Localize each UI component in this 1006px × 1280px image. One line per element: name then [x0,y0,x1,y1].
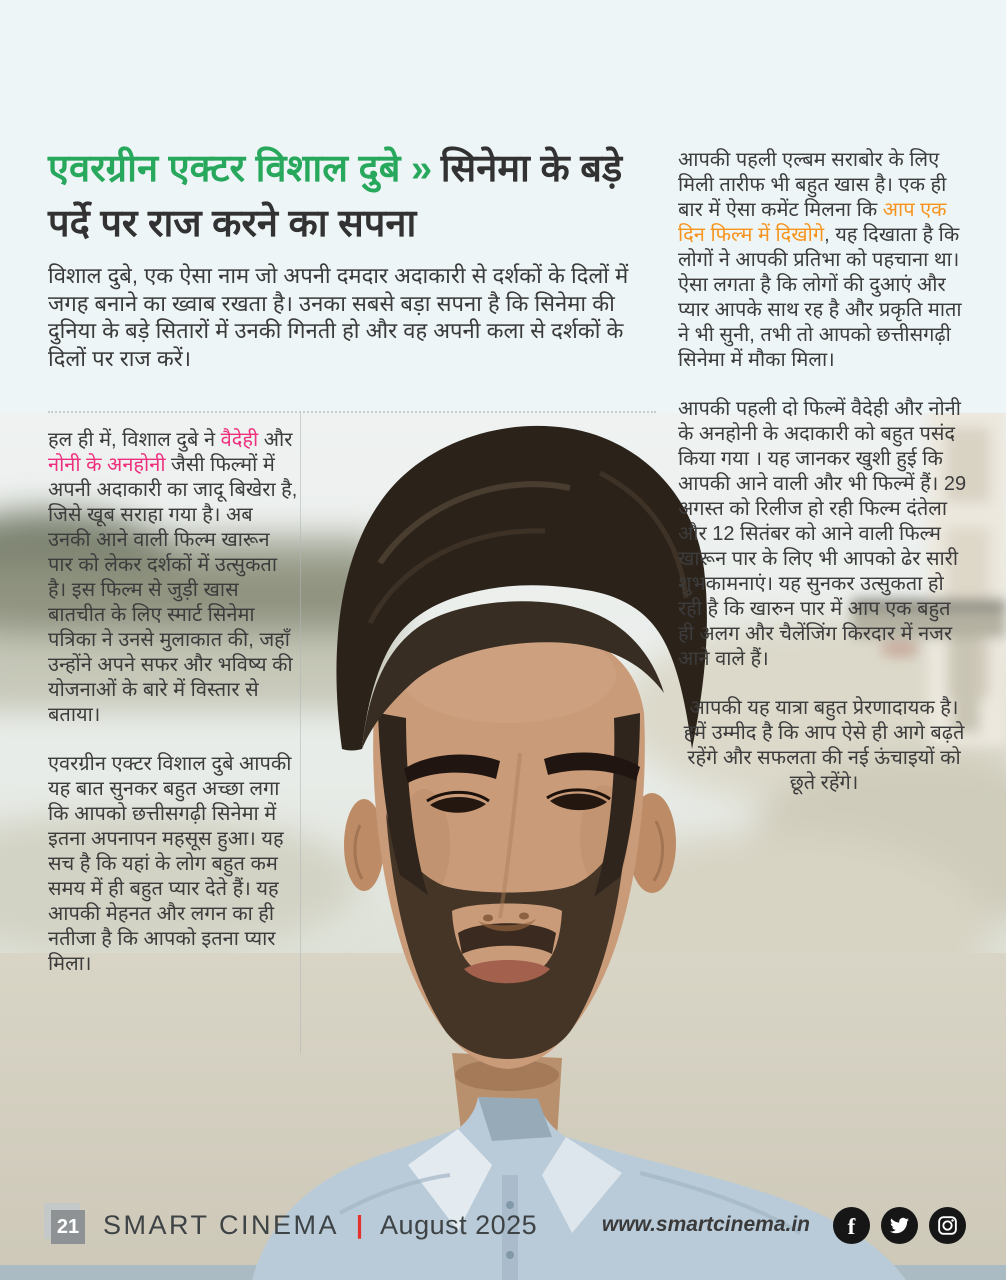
twitter-icon[interactable] [881,1207,918,1244]
column-divider [300,413,301,1053]
left-paragraph-2: एवरग्रीन एक्टर विशाल दुबे आपकी यह बात सुनकर बहुत अच्छा लगा कि आपको छत्तीसगढ़ी सिनेमा में इतना अपनापन महसूस हुआ। यह सच है कि यहां के लोग बहुत कम समय में ही बहुत प्यार देते हैं। यह आपकी मेहनत और लगन का ही नतीजा है कि आपको इतना प्यार मिला। [48,753,292,975]
issue-date: August 2025 [380,1209,538,1240]
page-number: 21 [51,1210,85,1244]
film-title-noni-ke-anhoni: नोनी के अनहोनी [48,454,166,476]
page-footer [0,1196,1006,1254]
page-title [48,142,673,252]
double-chevron-icon: » [411,148,431,190]
fan-comment-quote: आप एक दिन फिल्म में दिखोगे [678,199,947,246]
facebook-icon[interactable]: f [833,1207,870,1244]
horizontal-rule [48,411,656,413]
headline-rest: सिनेमा के बड़े पर्दे पर राज करने का सपना [48,148,623,245]
website-url[interactable]: www.smartcinema.in [601,1213,810,1236]
left-paragraph-1: हल ही में, विशाल दुबे ने वैदेही और नोनी के अनहोनी जैसी फिल्मों में अपनी अदाकारी का जादू बिखेरा है, जिसे खूब सराहा गया है। अब उनकी आने वाली फिल्म खारून पार को लेकर दर्शकों में उत्सुकता है। इस फिल्म से जुड़ी खास बातचीत के लिए स्मार्ट सिनेमा पत्रिका ने उनसे मुलाकात की, जहाँ उन्होंने अपने सफर और भविष्य की योजनाओं के बारे में विस्तार से बताया। [48,429,298,726]
page-number-badge [44,1203,88,1247]
intro-paragraph: विशाल दुबे, एक ऐसा नाम जो अपनी दमदार अदाकारी से दर्शकों के दिलों में जगह बनाने का ख्वाब रखता है। उनका सबसे बड़ा सपना है कि सिनेमा की दुनिया के बड़े सितारों में उनकी गिनती हो और वह अपनी कला से दर्शकों के दिलों पर राज करें। [48,263,629,371]
right-paragraph-1: आपकी पहली एल्बम सराबोर के लिए मिली तारीफ भी बहुत खास है। एक ही बार में ऐसा कमेंट मिलना कि आप एक दिन फिल्म में दिखोगे, यह दिखाता है कि लोगों ने आपकी प्रतिभा को पहचाना था। ऐसा लगता है कि लोगों की दुआएं और प्यार आपके साथ रह है और प्रकृति माता ने भी सुनी, तभी तो आपको छत्तीसगढ़ी सिनेमा में मौका मिला। [678,149,962,371]
footer-branding [44,1196,537,1254]
film-title-vaidehi: वैदेही [220,429,259,451]
right-column [678,148,970,820]
instagram-icon[interactable] [929,1207,966,1244]
magazine-name: SMART CINEMA [103,1209,340,1240]
headline-actor-name: एवरग्रीन एक्टर विशाल दुबे [48,148,401,190]
right-paragraph-2: आपकी पहली दो फिल्में वैदेही और नोनी के अनहोनी के अदाकारी को बहुत पसंद किया गया । यह जानकर खुशी हुई कि आपकी आने वाली और भी फिल्में हैं। 29 अगस्त को रिलीज हो रही फिल्म दंतेला और 12 सितंबर को आने वाली फिल्म खारून पार के लिए भी आपको ढेर सारी शुभकामनाएं। यह सुनकर उत्सुकता हो रही है कि खारुन पार में आप एक बहुत ही अलग और चैलेंजिंग किरदार में नजर आने वाले हैं। [678,398,967,670]
right-paragraph-3: आपकी यह यात्रा बहुत प्रेरणादायक है। हमें उम्मीद है कि आप ऐसे ही आगे बढ़ते रहेंगे और सफलता की नई ऊंचाइयों को छूते रहेंगे। [683,697,965,794]
footer-links [602,1196,966,1254]
footer-divider: | [356,1210,364,1239]
left-column [48,428,298,1001]
